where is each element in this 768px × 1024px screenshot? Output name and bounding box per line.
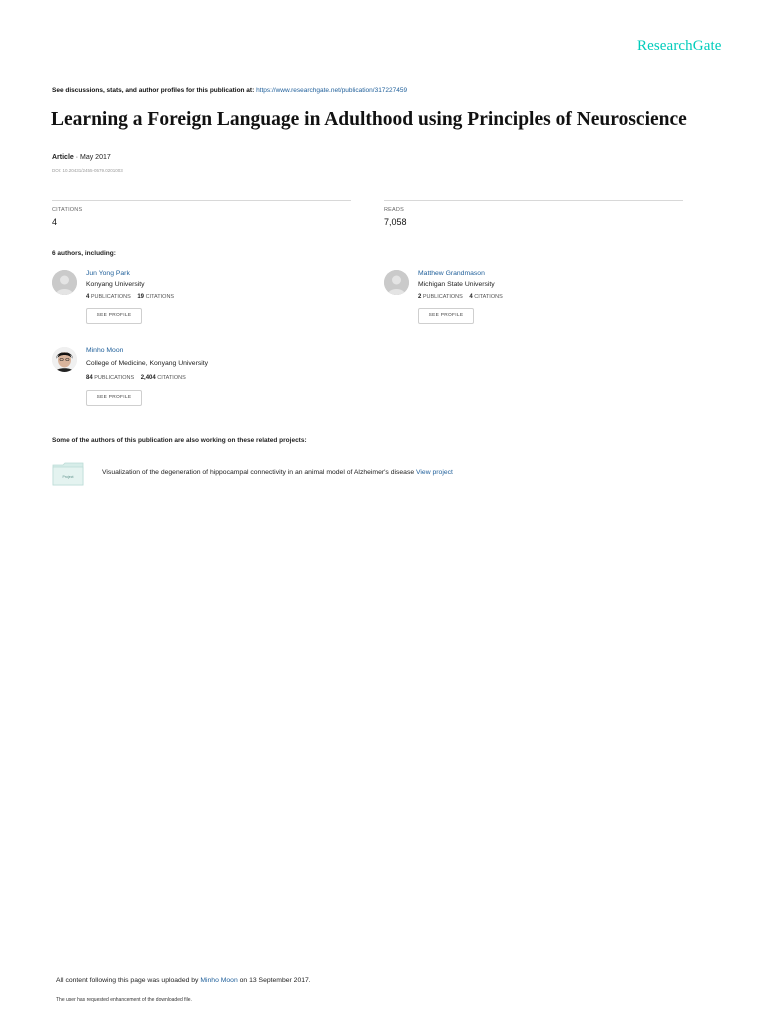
citations-label: CITATIONS — [145, 294, 175, 300]
citations-divider — [52, 200, 351, 201]
author-name[interactable]: Minho Moon — [86, 347, 124, 354]
author-citations-count: 2,404 — [140, 375, 156, 381]
reads-label: READS — [384, 207, 404, 213]
project-title: Visualization of the degeneration of hippocampal connectivity in an animal model of Alzheimer's disease — [102, 469, 417, 476]
see-profile-button[interactable]: SEE PROFILE — [418, 308, 474, 324]
authors-heading: 6 authors, including: — [52, 250, 116, 257]
see-profile-button[interactable]: SEE PROFILE — [86, 308, 142, 324]
photo-avatar[interactable] — [52, 347, 77, 372]
citations-value: 4 — [52, 217, 58, 227]
upload-prefix: All content following this page was uploaded by — [56, 977, 201, 984]
default-avatar-icon[interactable] — [52, 270, 77, 295]
citations-label: CITATIONS — [52, 207, 83, 213]
upload-suffix: on 13 September 2017. — [237, 977, 311, 984]
see-profile-button[interactable]: SEE PROFILE — [86, 390, 142, 406]
upload-footer — [56, 977, 311, 984]
related-projects-heading: Some of the authors of this publication are also working on these related projects: — [52, 437, 307, 444]
author-stats — [86, 375, 186, 381]
article-type: Article — [52, 154, 74, 161]
publications-label: PUBLICATIONS — [422, 294, 463, 300]
reads-divider — [384, 200, 683, 201]
view-project-link[interactable]: View project — [416, 469, 453, 476]
article-type-date — [52, 154, 111, 161]
author-citations-count: 4 — [469, 294, 473, 300]
publications-label: PUBLICATIONS — [94, 375, 135, 381]
discussions-line — [52, 87, 407, 94]
author-publications-count: 2 — [418, 294, 422, 300]
citations-label: CITATIONS — [157, 375, 186, 381]
author-institution: Michigan State University — [418, 281, 495, 288]
enhancement-note: The user has requested enhancement of the downloaded file. — [56, 997, 192, 1003]
uploader-link[interactable]: Minho Moon — [200, 977, 238, 984]
author-stats — [418, 294, 503, 300]
author-card — [52, 270, 352, 340]
author-card — [52, 347, 352, 417]
author-name[interactable]: Matthew Grandmason — [418, 270, 485, 277]
discussions-prefix: See discussions, stats, and author profiles for this publication at: — [52, 87, 257, 94]
default-avatar-icon[interactable] — [384, 270, 409, 295]
reads-value: 7,058 — [384, 217, 407, 227]
researchgate-logo[interactable]: ResearchGate — [637, 38, 722, 54]
project-description — [102, 469, 453, 476]
author-institution: Konyang University — [86, 281, 145, 288]
author-publications-count: 4 — [86, 294, 90, 300]
citations-label: CITATIONS — [474, 294, 503, 300]
publications-label: PUBLICATIONS — [90, 294, 131, 300]
author-publications-count: 84 — [86, 375, 93, 381]
project-icon-label: Project — [62, 475, 74, 479]
author-name[interactable]: Jun Yong Park — [86, 270, 130, 277]
related-project-item — [52, 462, 692, 488]
project-folder-icon — [52, 462, 84, 486]
article-date: · May 2017 — [73, 154, 111, 161]
author-stats — [86, 294, 174, 300]
publication-title: Learning a Foreign Language in Adulthood using Principles of Neuroscience — [51, 109, 687, 130]
author-card — [384, 270, 684, 340]
author-citations-count: 19 — [137, 294, 145, 300]
publication-url-link[interactable]: https://www.researchgate.net/publication/317227459 — [256, 87, 408, 94]
author-institution: College of Medicine, Konyang University — [86, 360, 209, 367]
doi: DOI: 10.20431/2455-0579.0201003 — [52, 168, 123, 173]
